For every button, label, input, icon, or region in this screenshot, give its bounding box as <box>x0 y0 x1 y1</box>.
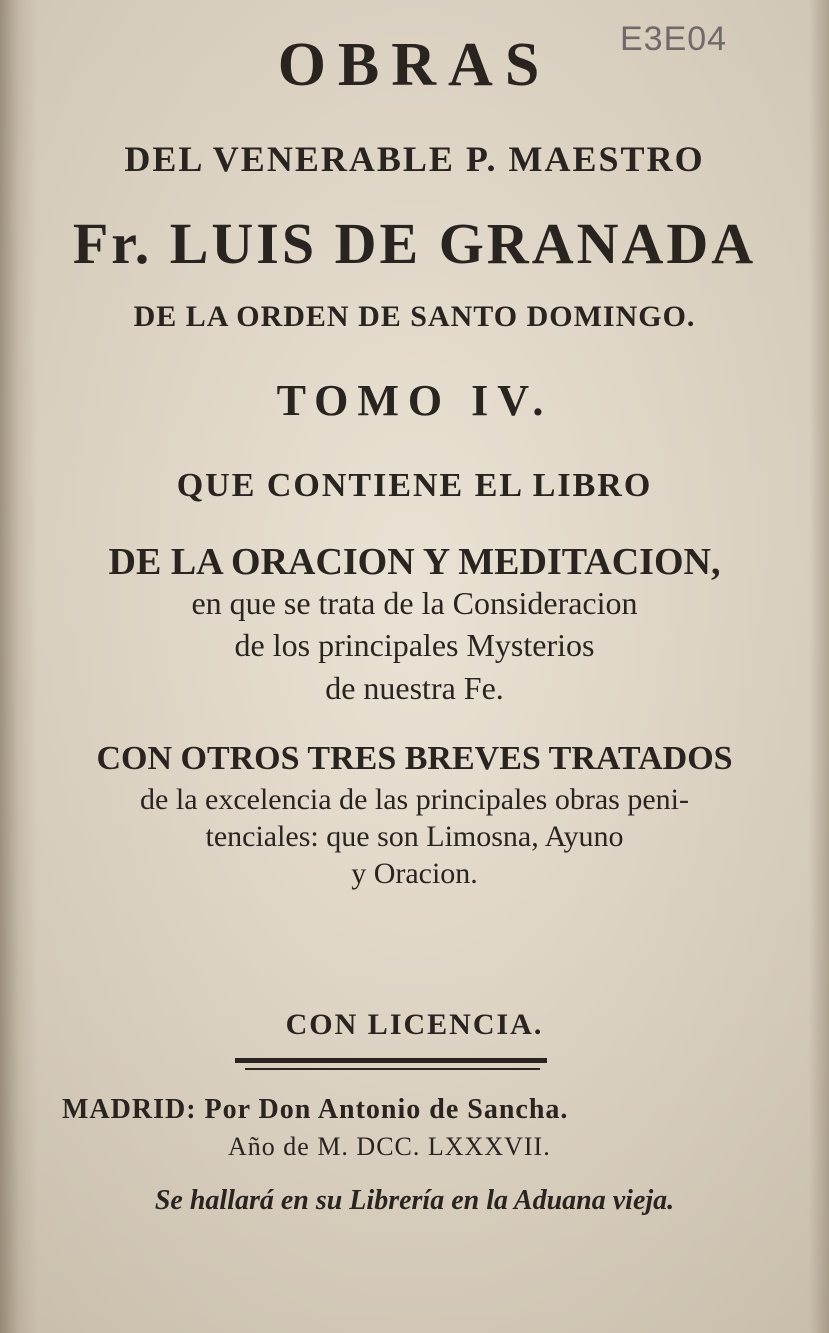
main-title: OBRAS <box>277 31 552 99</box>
page-edge-shadow <box>809 0 829 1333</box>
author-line-2: Fr. LUIS DE GRANADA <box>72 211 757 276</box>
book-description-line-2: de los principales Mysterios <box>234 627 595 663</box>
treatises-description-line-3: y Oracion. <box>351 857 478 890</box>
treatises-description-line-1: de la excelencia de las principales obras peni- <box>140 783 689 816</box>
divider-rule-thin <box>245 1068 540 1070</box>
divider-rule-thick <box>235 1058 547 1063</box>
book-description-line-1: en que se trata de la Consideracion <box>191 585 638 621</box>
license-statement: CON LICENCIA. <box>285 1008 544 1041</box>
bookseller-note: Se hallará en su Librería en la Aduana vieja. <box>154 1185 675 1216</box>
book-title: DE LA ORACION Y MEDITACION, <box>108 541 721 583</box>
spine-shadow <box>0 0 38 1333</box>
volume-number: TOMO IV. <box>276 376 553 425</box>
religious-order: DE LA ORDEN DE SANTO DOMINGO. <box>133 300 696 333</box>
imprint-publisher: MADRID: Por Don Antonio de Sancha. <box>62 1094 569 1125</box>
book-description-line-3: de nuestra Fe. <box>325 670 504 706</box>
imprint-year: Año de M. DCC. LXXXVII. <box>228 1132 551 1161</box>
contents-intro: QUE CONTIENE EL LIBRO <box>176 467 653 504</box>
treatises-title: CON OTROS TRES BREVES TRATADOS <box>96 740 733 777</box>
shelfmark-annotation: E3E04 <box>620 20 728 58</box>
author-line-1: DEL VENERABLE P. MAESTRO <box>124 139 705 179</box>
treatises-description-line-2: tenciales: que son Limosna, Ayuno <box>205 820 624 853</box>
